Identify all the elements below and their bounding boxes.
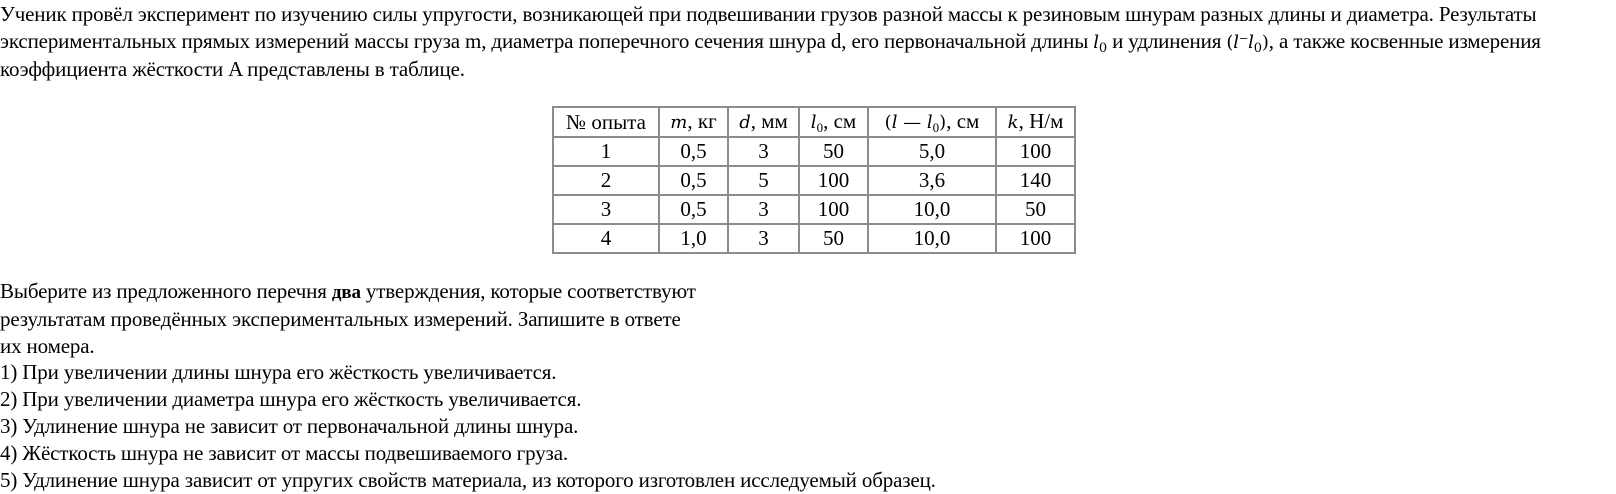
cell-elongation: 5,0 — [868, 137, 996, 166]
cell-elongation: 10,0 — [868, 195, 996, 224]
table-row — [553, 137, 1075, 166]
instruction-emphasis: два — [331, 282, 361, 303]
initial-length-symbol: $l_0$ — [1093, 32, 1107, 56]
cell-experiment-number: 1 — [553, 137, 659, 166]
cell-stiffness: 100 — [996, 224, 1075, 253]
cell-stiffness: 140 — [996, 166, 1075, 195]
header-diameter: d, мм — [728, 107, 799, 137]
instruction-text: утверждения, которые соответствуют — [360, 279, 696, 303]
table-header-row — [553, 107, 1075, 137]
cell-initial-length: 100 — [799, 166, 868, 195]
elongation-formula: $(l^-l_0)$ — [1226, 32, 1269, 56]
answer-option-1: 1) При увеличении длины шнура его жёсткость увеличивается. — [0, 360, 557, 384]
answer-option-2: 2) При увеличении диаметра шнура его жёсткость увеличивается. — [0, 387, 582, 411]
answer-option-5: 5) Удлинение шнура зависит от упругих свойств материала, из которого изготовлен исследуемый образец. — [0, 468, 936, 492]
intro-text-part1: Ученик провёл эксперимент по изучению силы упругости, возникающей при подвешивании грузов разной массы к резиновым шнурам разных длины и диаметра. Результаты экспериментальных прямых измерений массы груза m, диаметра поперечного сечения шнура d, его первоначальной длины — [0, 2, 1537, 53]
answer-option-4: 4) Жёсткость шнура не зависит от массы подвешиваемого груза. — [0, 441, 568, 465]
intro-text-part3: , а также косвенные измерения коэффициента жёсткости A представлены в таблице. — [0, 29, 1541, 81]
header-elongation: (l — $l_0$), см — [868, 107, 996, 137]
cell-elongation: 10,0 — [868, 224, 996, 253]
cell-initial-length: 50 — [799, 137, 868, 166]
cell-diameter: 3 — [728, 195, 799, 224]
cell-diameter: 3 — [728, 224, 799, 253]
cell-initial-length: 100 — [799, 195, 868, 224]
instruction-text: их номера. — [0, 334, 95, 358]
experiment-results-table — [552, 106, 1076, 254]
intro-text-part2: и удлинения — [1107, 29, 1227, 53]
cell-experiment-number: 3 — [553, 195, 659, 224]
cell-mass: 0,5 — [659, 137, 728, 166]
cell-experiment-number: 4 — [553, 224, 659, 253]
header-mass: m, кг — [659, 107, 728, 137]
problem-statement — [0, 1, 1616, 83]
cell-mass: 0,5 — [659, 166, 728, 195]
cell-stiffness: 100 — [996, 137, 1075, 166]
cell-mass: 0,5 — [659, 195, 728, 224]
table-row — [553, 224, 1075, 253]
cell-elongation: 3,6 — [868, 166, 996, 195]
table-row — [553, 166, 1075, 195]
cell-stiffness: 50 — [996, 195, 1075, 224]
answer-options-list — [0, 359, 936, 494]
cell-experiment-number: 2 — [553, 166, 659, 195]
cell-mass: 1,0 — [659, 224, 728, 253]
cell-diameter: 5 — [728, 166, 799, 195]
cell-diameter: 3 — [728, 137, 799, 166]
header-stiffness: k, Н/м — [996, 107, 1075, 137]
instruction-text: результатам проведённых экспериментальных измерений. Запишите в ответе — [0, 307, 681, 331]
answer-option-3: 3) Удлинение шнура не зависит от первоначальной длины шнура. — [0, 414, 579, 438]
instruction-text: Выберите из предложенного перечня — [0, 279, 332, 303]
question-instruction — [0, 278, 820, 360]
cell-initial-length: 50 — [799, 224, 868, 253]
table-row — [553, 195, 1075, 224]
header-initial-length: $l_0$, см — [799, 107, 868, 137]
header-experiment-number: № опыта — [553, 107, 659, 137]
